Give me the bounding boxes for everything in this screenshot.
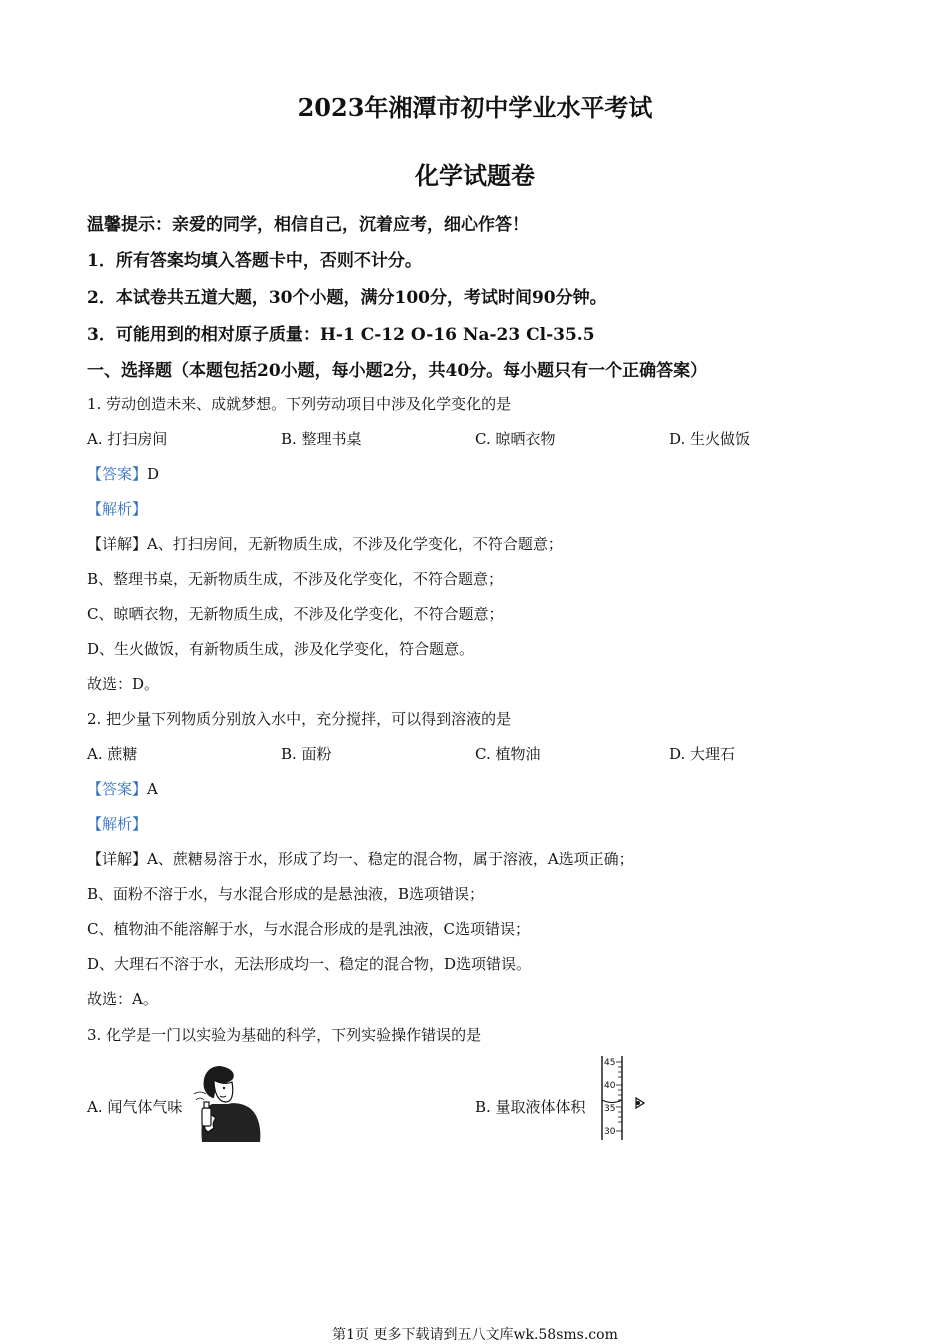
q1-line-c: C、晾晒衣物，无新物质生成，不涉及化学变化，不符合题意； — [87, 605, 504, 623]
q2-line-d: D、大理石不溶于水，无法形成均一、稳定的混合物，D选项错误。 — [87, 955, 532, 973]
q1-option-a: A. 打扫房间 — [87, 430, 168, 448]
q1-stem: 1. 劳动创造未来、成就梦想。下列劳动项目中涉及化学变化的是 — [87, 395, 512, 413]
cylinder-ticks — [616, 1062, 622, 1131]
tick-label-40: 40 — [604, 1081, 616, 1091]
q2-analysis-tag: 【解析】 — [87, 815, 148, 833]
q2-stem: 2. 把少量下列物质分别放入水中，充分搅拌，可以得到溶液的是 — [87, 710, 512, 728]
q1-option-d: D. 生火做饭 — [669, 430, 751, 448]
q1-line-b: B、整理书桌，无新物质生成，不涉及化学变化，不符合题意； — [87, 570, 504, 588]
note-1: 1．所有答案均填入答题卡中，否则不计分。 — [87, 251, 422, 271]
q1-option-b: B. 整理书桌 — [281, 430, 362, 448]
page-footer: 第1页 更多下载请到五八文库wk.58sms.com — [332, 1327, 618, 1343]
q1-detail — [87, 533, 563, 554]
detail-tag: 【详解】 — [87, 850, 148, 868]
q1-line-d: D、生火做饭，有新物质生成，涉及化学变化，符合题意。 — [87, 640, 475, 658]
graduated-cylinder-illustration — [598, 1054, 654, 1144]
answer-tag: 【答案】 — [87, 465, 148, 483]
q2-option-c: C. 植物油 — [475, 745, 541, 763]
answer-value: A — [147, 780, 158, 798]
q1-answer — [87, 463, 159, 484]
q1-conclusion: 故选：D。 — [87, 675, 160, 693]
q3-option-a: A. 闻气体气味 — [87, 1098, 183, 1116]
q1-option-c: C. 晾晒衣物 — [475, 430, 556, 448]
exam-subtitle: 化学试题卷 — [415, 161, 535, 190]
tick-label-30: 30 — [604, 1127, 616, 1137]
answer-value: D — [147, 465, 160, 483]
q1-analysis-tag: 【解析】 — [87, 500, 148, 518]
q3-option-b: B. 量取液体体积 — [475, 1098, 586, 1116]
q2-option-d: D. 大理石 — [669, 745, 736, 763]
q3-stem: 3. 化学是一门以实验为基础的科学，下列实验操作错误的是 — [87, 1026, 482, 1044]
q2-line-c: C、植物油不能溶解于水，与水混合形成的是乳浊液，C选项错误； — [87, 920, 530, 938]
answer-tag: 【答案】 — [87, 780, 148, 798]
exam-title: 2023年湘潭市初中学业水平考试 — [297, 93, 653, 122]
tip-line: 温馨提示：亲爱的同学，相信自己，沉着应考，细心作答！ — [87, 215, 529, 235]
tick-label-35: 35 — [604, 1104, 616, 1114]
detail-line: A、打扫房间，无新物质生成，不涉及化学变化，不符合题意； — [147, 535, 563, 553]
note-2: 2．本试卷共五道大题，30个小题，满分100分，考试时间90分钟。 — [87, 288, 607, 308]
q2-line-b: B、面粉不溶于水，与水混合形成的是悬浊液，B选项错误； — [87, 885, 485, 903]
q2-answer — [87, 778, 158, 799]
note-3: 3．可能用到的相对原子质量：H-1 C-12 O-16 Na-23 Cl-35.5 — [87, 325, 595, 345]
detail-tag: 【详解】 — [87, 535, 148, 553]
q2-conclusion: 故选：A。 — [87, 990, 158, 1008]
detail-line: A、蔗糖易溶于水，形成了均一、稳定的混合物，属于溶液，A选项正确； — [147, 850, 634, 868]
section-heading: 一、选择题（本题包括20小题，每小题2分，共40分。每小题只有一个正确答案） — [87, 361, 708, 381]
q2-detail — [87, 848, 634, 869]
smelling-gas-illustration — [190, 1062, 264, 1142]
q2-option-a: A. 蔗糖 — [87, 745, 138, 763]
tick-label-45: 45 — [604, 1058, 616, 1068]
q2-option-b: B. 面粉 — [281, 745, 332, 763]
